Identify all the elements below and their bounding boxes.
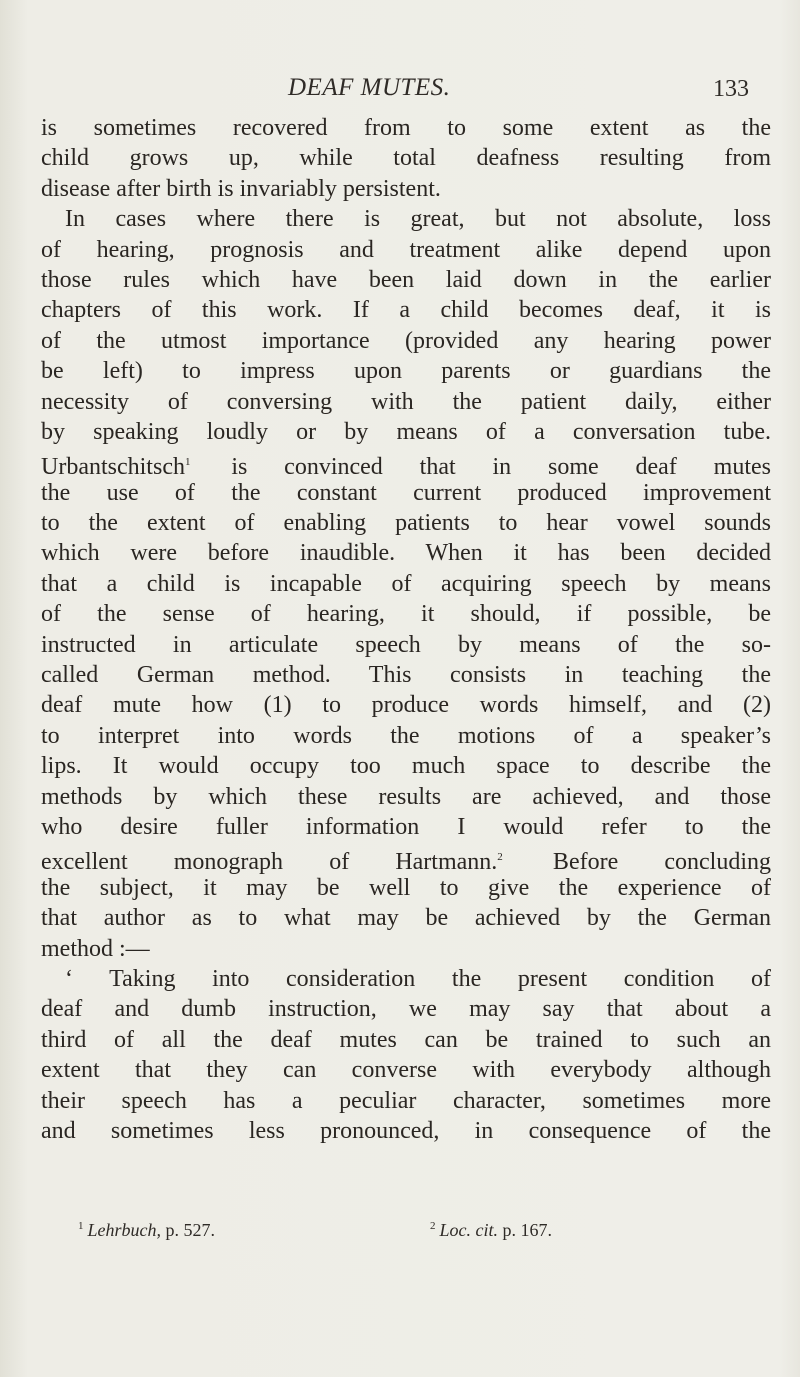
text-line: method :— [41, 935, 150, 962]
text-line [41, 447, 771, 481]
footnote-detail: p. 167. [498, 1220, 552, 1240]
line-start: excellent monograph of Hartmann. [41, 849, 498, 876]
text-line: which were before inaudible. When it has been decided [41, 540, 771, 567]
text-line: the use of the constant current produced improvement [41, 479, 771, 506]
text-line: extent that they can converse with everybody although [41, 1057, 771, 1084]
text-line: those rules which have been laid down in the earlier [41, 266, 771, 293]
text-line: deaf and dumb instruction, we may say that about a [41, 996, 771, 1023]
text-line: of the sense of hearing, it should, if possible, be [41, 601, 771, 628]
footnote-title: Loc. cit. [439, 1220, 498, 1240]
text-line: is sometimes recovered from to some extent as the [41, 115, 771, 141]
text-line: the subject, it may be well to give the experience of [41, 874, 771, 901]
text-line: lips. It would occupy too much space to describe the [41, 753, 771, 780]
line-end: Before concluding [506, 849, 772, 876]
footnote-reference: 1 [184, 456, 191, 469]
footnote-detail: p. 527. [161, 1220, 215, 1240]
line-start: Urbantschitsch [41, 454, 185, 481]
text-line: their speech has a peculiar character, sometimes more [41, 1087, 771, 1114]
footnote-2 [430, 1220, 552, 1241]
text-line: of the utmost importance (provided any hearing power [41, 327, 771, 354]
text-line: instructed in articulate speech by means of the so- [41, 631, 771, 658]
text-line: disease after birth is invariably persistent. [41, 175, 441, 202]
text-line: to interpret into words the motions of a speaker’s [41, 722, 771, 749]
footnote-mark: 2 [430, 1220, 436, 1232]
body-text [41, 113, 771, 1146]
text-line: child grows up, while total deafness resulting from [41, 145, 771, 172]
text-line: who desire fuller information I would refer to the [41, 813, 771, 840]
line-end: is convinced that in some deaf mutes [194, 454, 771, 481]
text-line: chapters of this work. If a child becomes deaf, it is [41, 297, 771, 324]
text-line: called German method. This consists in teaching the [41, 662, 771, 689]
text-line: deaf mute how (1) to produce words himself, and (2) [41, 692, 771, 719]
text-line [41, 842, 772, 876]
page-header [0, 74, 800, 106]
running-title: DEAF MUTES. [288, 74, 451, 101]
text-line: of hearing, prognosis and treatment alike depend upon [41, 236, 771, 263]
text-line: be left) to impress upon parents or guardians the [41, 358, 771, 385]
text-line: methods by which these results are achieved, and those [41, 783, 771, 810]
footnote-1 [78, 1220, 215, 1241]
text-line: to the extent of enabling patients to hear vowel sounds [41, 510, 771, 537]
footnotes [78, 1220, 778, 1246]
page-number: 133 [713, 76, 749, 102]
text-line: that author as to what may be achieved by the German [41, 905, 771, 932]
text-line: In cases where there is great, but not absolute, loss [65, 206, 771, 233]
footnote-title: Lehrbuch, [87, 1220, 161, 1240]
footnote-mark: 1 [78, 1220, 84, 1232]
footnote-reference: 2 [497, 851, 503, 864]
text-line: and sometimes less pronounced, in consequence of the [41, 1117, 771, 1144]
text-line: by speaking loudly or by means of a conversation tube. [41, 418, 771, 445]
text-line: third of all the deaf mutes can be trained to such an [41, 1026, 771, 1053]
text-line: that a child is incapable of acquiring speech by means [41, 570, 771, 597]
text-line: necessity of conversing with the patient daily, either [41, 388, 771, 415]
text-line: ‘ Taking into consideration the present condition of [65, 965, 771, 992]
